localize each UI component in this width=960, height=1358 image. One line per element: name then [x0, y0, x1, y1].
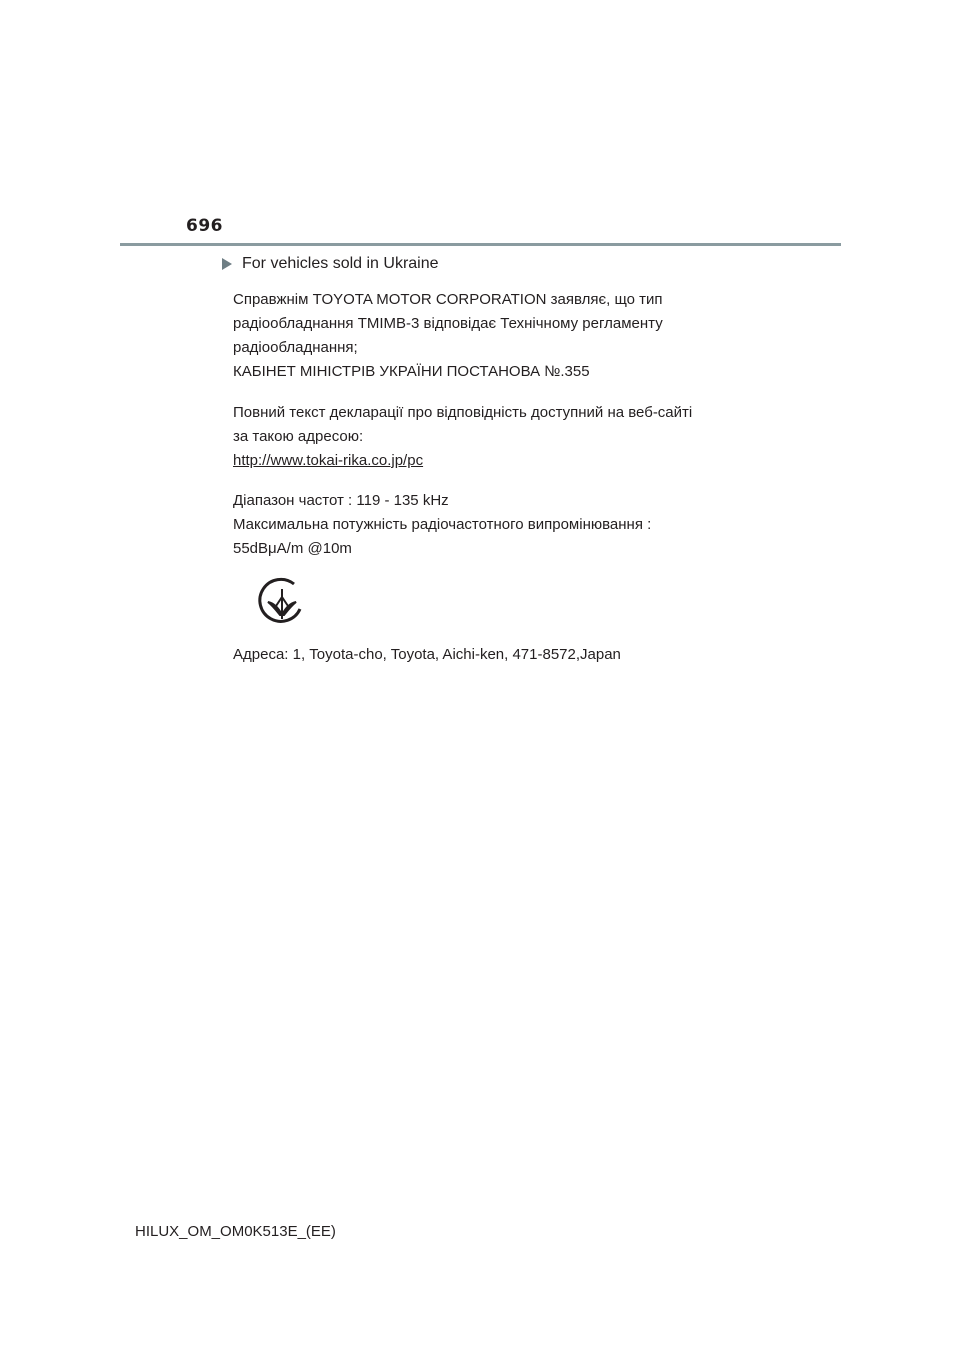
declaration-line: радіообладнання TMIMB-3 відповідає Технічному регламенту: [233, 315, 663, 332]
max-power-label: Максимальна потужність радіочастотного випромінювання :: [233, 516, 652, 533]
specs-paragraph: [233, 489, 651, 561]
declaration-line: Справжнім TOYOTA MOTOR CORPORATION заявляє, що тип: [233, 291, 663, 308]
header-rule: [120, 243, 841, 246]
full-text-line: за такою адресою:: [233, 428, 364, 445]
declaration-line: радіообладнання;: [233, 339, 358, 356]
max-power-value: 55dBμA/m @10m: [233, 540, 352, 557]
full-text-paragraph: [233, 401, 692, 473]
page-number: 696: [186, 216, 223, 236]
triangle-right-icon: [222, 258, 232, 270]
address-text: Адреса: 1, Toyota-cho, Toyota, Aichi-ken, 471-8572,Japan: [233, 646, 621, 663]
section-heading: [222, 255, 439, 273]
full-text-line: Повний текст декларації про відповідність доступний на веб-сайті: [233, 404, 693, 421]
declaration-url-link[interactable]: http://www.tokai-rika.co.jp/pc: [233, 452, 424, 469]
section-heading-text: For vehicles sold in Ukraine: [242, 255, 439, 272]
document-code: HILUX_OM_OM0K513E_(EE): [135, 1223, 336, 1240]
declaration-paragraph: [233, 288, 663, 384]
declaration-line: КАБІНЕТ МІНІСТРІВ УКРАЇНИ ПОСТАНОВА №.355: [233, 363, 590, 380]
frequency-range: Діапазон частот : 119 - 135 kHz: [233, 492, 449, 509]
address-paragraph: [233, 643, 621, 667]
ukrainian-conformity-mark-icon: [256, 575, 308, 627]
